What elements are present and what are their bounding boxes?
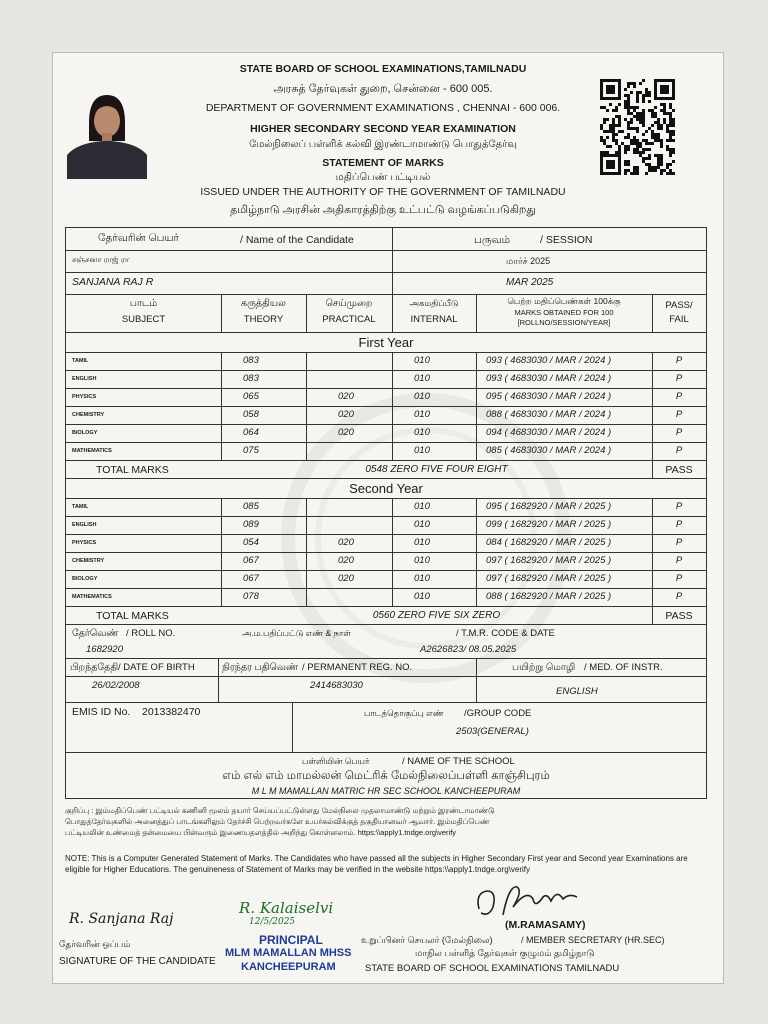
candidate-label-english: SIGNATURE OF THE CANDIDATE (59, 956, 216, 967)
fy-row-internal: 010 (414, 427, 430, 438)
dob-value: 26/02/2008 (92, 680, 140, 691)
col-practical-english: PRACTICAL (322, 314, 376, 325)
candidate-label-tamil: தேர்வரின் ஒப்பம் (59, 939, 131, 949)
school-name-english: M L M MAMALLAN MATRIC HR SEC SCHOOL KANCHEEPURAM (251, 786, 521, 796)
medium-label-tamil: பயிற்று மொழி (512, 662, 576, 673)
col-internal-tamil: அகமதிப்பீடு (409, 298, 459, 308)
sy-row-marks: 095 ( 1682920 / MAR / 2025 ) (486, 501, 612, 512)
fy-row-theory: 065 (243, 391, 259, 402)
sy-row-internal: 010 (414, 591, 430, 602)
fy-row-marks: 093 ( 4683030 / MAR / 2024 ) (486, 373, 612, 384)
medium-value: ENGLISH (556, 686, 598, 697)
secretary-label-tamil-1: உறுப்பினர் செயலர் (மேல்நிலை) (361, 935, 493, 945)
sy-row-subject: CHEMISTRY (72, 558, 105, 564)
sy-row-internal: 010 (414, 519, 430, 530)
sy-row-marks: 097 ( 1682920 / MAR / 2025 ) (486, 573, 612, 584)
fy-row-subject: ENGLISH (72, 376, 97, 382)
sy-row-result: P (675, 501, 683, 512)
fy-row-result: P (675, 445, 683, 456)
principal-stamp-2: MLM MAMALLAN MHSS (225, 947, 352, 959)
sy-row-marks: 088 ( 1682920 / MAR / 2025 ) (486, 591, 612, 602)
fy-row-marks: 093 ( 4683030 / MAR / 2024 ) (486, 355, 612, 366)
group-label-tamil: பாடத்தொகுப்பு எண் (364, 708, 444, 718)
fy-row-result: P (675, 409, 683, 420)
dept-tamil: அரசுத் தேர்வுகள் துறை, சென்னை - 600 005. (273, 83, 493, 95)
col-practical-tamil: செய்முறை (325, 298, 373, 309)
group-label-english: /GROUP CODE (464, 708, 532, 719)
fy-row-marks: 085 ( 4683030 / MAR / 2024 ) (486, 445, 612, 456)
fy-row-subject: PHYSICS (72, 394, 97, 400)
sy-row-result: P (675, 573, 683, 584)
col-marks-english-1: MARKS OBTAINED FOR 100 (514, 308, 614, 317)
fy-row-marks: 088 ( 4683030 / MAR / 2024 ) (486, 409, 612, 420)
sy-row-internal: 010 (414, 501, 430, 512)
sy-row-result: P (675, 519, 683, 530)
fy-row-internal: 010 (414, 409, 430, 420)
statement-english: STATEMENT OF MARKS (322, 157, 444, 169)
fy-total-label: TOTAL MARKS (96, 464, 169, 476)
col-internal-english: INTERNAL (410, 314, 458, 325)
col-passfail-1: PASS/ (665, 300, 693, 311)
session-label-tamil: பருவம் (474, 234, 511, 246)
fy-row-theory: 083 (243, 355, 259, 366)
sy-row-practical: 020 (338, 537, 354, 548)
col-marks-tamil: பெற்ற மதிப்பெண்கள் 100க்கு (507, 296, 621, 306)
school-name-tamil: எம் எல் எம் மாமல்லன் மெட்ரிக் மேல்நிலைப்பள்ளி காஞ்சிபுரம் (222, 770, 550, 782)
sy-row-internal: 010 (414, 537, 430, 548)
name-label-tamil: தேர்வரின் பெயர் (98, 232, 179, 244)
sy-row-subject: MATHEMATICS (72, 594, 112, 600)
principal-stamp-3: KANCHEEPURAM (241, 961, 336, 973)
second-year-title: Second Year (349, 481, 423, 496)
note-tamil-1: குறிப்பு : இம்மதிப்பெண் பட்டியல் கணினி மூலம் தயார் செய்யப்பட்டுள்ளது மேல்நிலை முதலாமாண்டு மற்றும் இரண்டாமாண்டு (65, 806, 495, 815)
candidate-signature: R. Sanjana Raj (69, 911, 174, 927)
col-subject-english: SUBJECT (121, 314, 166, 325)
fy-row-internal: 010 (414, 373, 430, 384)
sy-row-result: P (675, 537, 683, 548)
sy-row-practical: 020 (338, 555, 354, 566)
sy-row-subject: ENGLISH (72, 522, 97, 528)
perm-value: 2414683030 (310, 680, 363, 691)
marksheet (52, 52, 724, 984)
candidate-photo (67, 91, 147, 179)
fy-row-theory: 064 (243, 427, 259, 438)
sy-row-theory: 067 (243, 555, 259, 566)
col-passfail-2: FAIL (669, 314, 689, 325)
dob-label-tamil: பிறந்ததேதி (70, 662, 119, 673)
group-value: 2503(GENERAL) (456, 726, 529, 737)
sy-row-marks: 084 ( 1682920 / MAR / 2025 ) (486, 537, 612, 548)
board-title: STATE BOARD OF SCHOOL EXAMINATIONS,TAMILNADU (239, 63, 527, 75)
sy-row-theory: 089 (243, 519, 259, 530)
sy-row-result: P (675, 555, 683, 566)
fy-row-theory: 075 (243, 445, 259, 456)
col-theory-english: THEORY (243, 314, 284, 325)
fy-row-result: P (675, 373, 683, 384)
roll-value: 1682920 (86, 644, 123, 655)
fy-row-internal: 010 (414, 355, 430, 366)
sy-total-value: 0560 ZERO FIVE SIX ZERO (372, 610, 501, 621)
qr-code (600, 79, 676, 177)
sy-row-result: P (675, 591, 683, 602)
note-tamil-2: பொதுத்தேர்வுகளில் அனைத்துப் பாடங்களிலும் தேர்ச்சி பெற்றவர்களே உயர்கல்விக்குத் தகுதியானவர் ஆவார். இம்மதிப்பெண் (65, 817, 490, 826)
principal-stamp-1: PRINCIPAL (259, 933, 323, 947)
sy-row-theory: 067 (243, 573, 259, 584)
candidate-name-english: SANJANA RAJ R (72, 276, 154, 288)
sy-row-theory: 054 (243, 537, 259, 548)
principal-signature: R. Kalaiselvi (239, 899, 334, 917)
session-label-english: / SESSION (540, 234, 593, 246)
col-theory-tamil: கருத்தியல (241, 298, 286, 309)
sy-row-marks: 099 ( 1682920 / MAR / 2025 ) (486, 519, 612, 530)
medium-label-english: / MED. OF INSTR. (584, 662, 663, 673)
tmr-value: A2626823/ 08.05.2025 (420, 644, 517, 655)
fy-row-practical: 020 (338, 409, 354, 420)
fy-row-marks: 095 ( 4683030 / MAR / 2024 ) (486, 391, 612, 402)
sy-row-internal: 010 (414, 573, 430, 584)
sy-row-internal: 010 (414, 555, 430, 566)
secretary-label-english-2: STATE BOARD OF SCHOOL EXAMINATIONS TAMILNADU (365, 963, 620, 974)
emis-label: EMIS ID No. (72, 706, 131, 718)
fy-row-result: P (675, 391, 683, 402)
fy-row-internal: 010 (414, 391, 430, 402)
note-tamil-3: பட்டியலின் உண்மைத் தன்மையை பின்வரும் இணையதளத்தில் அறிந்து கொள்ளலாம். https:\\apply1.tndge.org\verify (65, 828, 457, 837)
sy-total-result: PASS (665, 610, 693, 622)
sy-row-subject: BIOLOGY (72, 576, 98, 582)
exam-tamil: மேல்நிலைப் பள்ளிக் கல்வி இரண்டாமாண்டு பொதுத்தேர்வு (249, 139, 517, 150)
first-year-title: First Year (358, 335, 414, 350)
sy-row-marks: 097 ( 1682920 / MAR / 2025 ) (486, 555, 612, 566)
sy-row-theory: 078 (243, 591, 259, 602)
fy-row-practical: 020 (338, 391, 354, 402)
fy-row-theory: 058 (243, 409, 259, 420)
fy-total-value: 0548 ZERO FIVE FOUR EIGHT (365, 464, 508, 475)
fy-row-internal: 010 (414, 445, 430, 456)
tmr-label-tamil: அ.ம.பதிப்பட்டு எண் & நாள் (242, 628, 352, 638)
name-label-english: / Name of the Candidate (240, 234, 354, 246)
sy-row-subject: PHYSICS (72, 540, 97, 546)
marks-table (65, 227, 707, 799)
col-subject-tamil: பாடம் (129, 298, 158, 309)
fy-total-result: PASS (665, 464, 693, 476)
roll-label-tamil: தேர்வெண் (72, 628, 119, 639)
fy-row-result: P (675, 427, 683, 438)
sy-row-subject: TAMIL (72, 504, 89, 510)
sy-row-practical: 020 (338, 573, 354, 584)
tmr-label-english: / T.M.R. CODE & DATE (456, 628, 555, 639)
fy-row-subject: CHEMISTRY (72, 412, 105, 418)
sy-total-label: TOTAL MARKS (96, 610, 169, 622)
principal-date: 12/5/2025 (249, 917, 296, 927)
authority-english: ISSUED UNDER THE AUTHORITY OF THE GOVERNMENT OF TAMILNADU (200, 186, 566, 198)
secretary-label-english-1: / MEMBER SECRETARY (HR.SEC) (521, 935, 665, 945)
fy-row-marks: 094 ( 4683030 / MAR / 2024 ) (486, 427, 612, 438)
authority-tamil: தமிழ்நாடு அரசின் அதிகாரத்திற்கு உட்பட்டு வழங்கப்படுகிறது (230, 204, 536, 216)
sy-row-theory: 085 (243, 501, 259, 512)
note-english: NOTE: This is a Computer Generated Statement of Marks. The Candidates who have passed all the subjects in Higher Secondary First year and Second year Examinations are eligible for Higher Educations. The genuineness of Statement of Marks may be verified in the website https:\\apply1.tndge.org\verify (65, 854, 688, 874)
perm-label-english: / PERMANENT REG. NO. (302, 662, 413, 673)
fy-row-subject: BIOLOGY (72, 430, 98, 436)
school-label-english: / NAME OF THE SCHOOL (402, 756, 515, 767)
secretary-name: (M.RAMASAMY) (505, 919, 586, 931)
fy-row-subject: MATHEMATICS (72, 448, 112, 454)
roll-label-english: / ROLL NO. (126, 628, 176, 639)
perm-label-tamil: நிரந்தர பதிவெண் (222, 662, 299, 673)
exam-english: HIGHER SECONDARY SECOND YEAR EXAMINATION (250, 123, 516, 135)
statement-tamil: மதிப்பெண் பட்டியல் (335, 172, 431, 183)
fy-row-subject: TAMIL (72, 358, 89, 364)
col-marks-english-2: [ROLLNO/SESSION/YEAR] (517, 318, 611, 327)
dept-english: DEPARTMENT OF GOVERNMENT EXAMINATIONS , CHENNAI - 600 006. (205, 102, 561, 114)
session-tamil: மார்ச் 2025 (506, 256, 551, 266)
secretary-label-tamil-2: மாநில பள்ளித் தேர்வுகள் குழுமம் தமிழ்நாடு (415, 948, 595, 958)
school-label-tamil: பள்ளியின் பெயர் (302, 756, 370, 766)
fy-row-result: P (675, 355, 683, 366)
emis-value: 2013382470 (142, 706, 201, 718)
fy-row-theory: 083 (243, 373, 259, 384)
candidate-name-tamil: சஞ்சனா ராஜ் ரா (72, 255, 130, 264)
session-english: MAR 2025 (506, 277, 554, 288)
dob-label-english: / DATE OF BIRTH (118, 662, 195, 673)
fy-row-practical: 020 (338, 427, 354, 438)
